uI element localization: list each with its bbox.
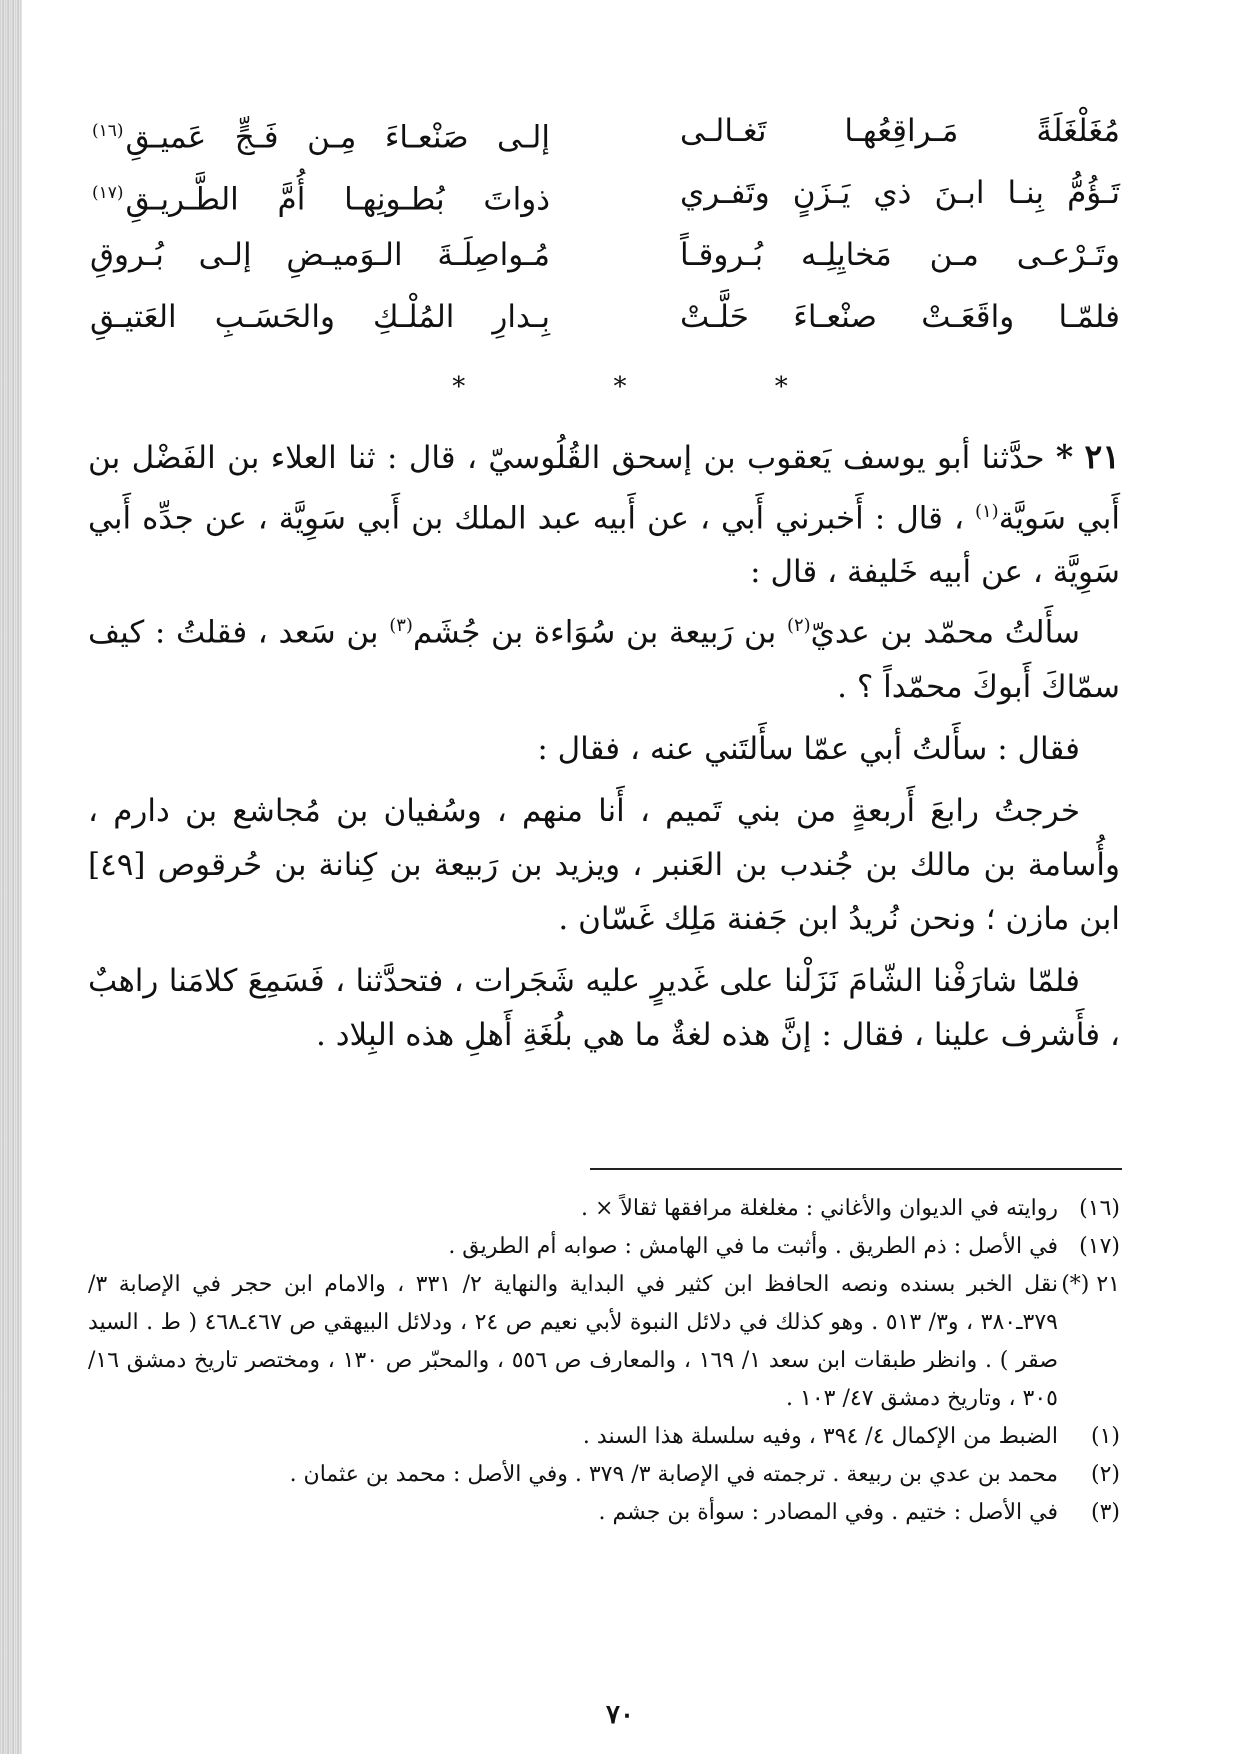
page-number: ٧٠ [606,1700,634,1730]
footnote [88,1266,1120,1418]
footnotes [88,1190,1120,1532]
footnote-text: في الأصل : ختيم . وفي المصادر : سوأة بن جشم . [598,1500,1058,1525]
footnote-text: الضبط من الإكمال ٤/ ٣٩٤ ، وفيه سلسلة هذا السند . [582,1424,1058,1449]
footnote-ref: (٢) [786,615,811,637]
footnote-number: (٣) [1090,1500,1120,1525]
footnote-number: (١) [1090,1424,1120,1449]
verse-first-hemistich: مُغَلْغَلَةً مَـراقِعُهـا تَغـالـى [680,113,1120,149]
poem-verse [90,286,1120,348]
footnote-divider [590,1168,1122,1170]
footnote-number: ٢١ (*) [1061,1272,1120,1297]
verse-first-hemistich: فلمّـا واقَعَـتْ صنْعـاءَ حَلَّـتْ [680,299,1120,335]
poem [90,100,1120,348]
footnote-ref: (٣) [389,615,413,637]
footnote [88,1418,1120,1456]
footnote [88,1456,1120,1494]
verse-note-ref: (١٧) [92,183,124,203]
hadith-number: ٢١ [1084,437,1120,476]
section-separator-stars: * * * [452,372,858,402]
footnote [88,1190,1120,1228]
footnote-text: نقل الخبر بسنده ونصه الحافظ ابن كثير في البداية والنهاية ٢/ ٣٣١ ، والامام ابن حجر في الإصابة ٣/ ٣٧٩ـ٣٨٠ ، و٣/ ٥١٣ . وهو كذلك في دلائل النبوة لأبي نعيم ص ٢٤ ، ودلائل البيهقي ص ٤٦٧ـ٤٦٨ ( ط . السيد صقر ) . وانظر طبقات ابن سعد ١/ ١٦٩ ، والمعارف ص ٥٥٦ ، والمحبّر ص ١٣٠ ، ومختصر تاريخ دمشق ١٦/ ٣٠٥ ، وتاريخ دمشق ٤٧/ ١٠٣ . [88,1272,1058,1411]
hadith-paragraph: خرجتُ رابعَ أَربعةٍ من بني تَميم ، أَنا منهم ، وسُفيان بن مُجاشع بن دارم ، وأُسامة بن مالك بن جُندب بن العَنبر ، ويزيد بن رَبيعة بن كِنانة بن حُرقوص [٤٩] ابن مازن ؛ ونحن نُريدُ ابن جَفنة مَلِك غَسّان . [88,792,1120,937]
footnote-number: (١٦) [1079,1196,1120,1221]
verse-note-ref: (١٦) [92,121,124,141]
poem-verse [90,100,1120,162]
footnote-text: في الأصل : ذم الطريق . وأثبت ما في الهامش : صوابه أم الطريق . [448,1234,1058,1259]
footnote-text: محمد بن عدي بن ربيعة . ترجمته في الإصابة ٣/ ٣٧٩ . وفي الأصل : محمد بن عثمان . [289,1462,1058,1487]
hadith-paragraph: فقال : سأَلتُ أبي عمّا سأَلتَني عنه ، فقال : [537,730,1080,767]
footnote-ref: (١) [974,501,999,522]
footnote [88,1494,1120,1532]
asterisk-marker: * [1055,437,1074,476]
verse-second-hemistich: مُـواصِلَـةَ الـوَميـضِ إلـى بُـروقِ [90,237,550,273]
poem-verse [90,162,1120,224]
verse-second-hemistich: بِـدارِ المُلْـكِ والحَسَـبِ العَتيـقِ [90,299,550,335]
hadith-paragraph: فلمّا شارَفْنا الشّامَ نَزَلْنا على غَديرٍ عليه شَجَرات ، فتحدَّثنا ، فَسَمِعَ كلامَنا راهبٌ ، فأَشرف علينا ، فقال : إنَّ هذه لغةٌ ما هي بلُغَةِ أَهلِ هذه البِلاد . [88,962,1120,1053]
verse-second-hemistich: ذواتَ بُطـونِهـا أُمَّ الطَّـريـقِ$^{(١٧)}$ [92,181,550,218]
hadith-paragraph-isnad: ٢١ * حدَّثنا أبو يوسف يَعقوب بن إسحق القُلُوسيّ ، قال : ثنا العلاء بن الفَضْل بن أَبي سَويَّة$^{(١)}$ ، قال : أَخبرني أَبي ، عن أَبيه عبد الملك بن أَبي سَوِيَّة ، عن جدِّه أَبي سَوِيَّة ، عن أبيه خَليفة ، قال : [88,437,1121,591]
hadith-paragraph: سأَلتُ محمّد بن عديّ$^{(٢)}$ بن رَبيعة بن سُوَاءة بن جُشَم$^{(٣)}$ بن سَعد ، فقلتُ : كيف سمّاكَ أَبوكَ محمّداً ؟ . [88,614,1120,705]
poem-verse [90,224,1120,286]
verse-second-hemistich: إلـى صَنْعـاءَ مِـن فَـجٍّ عَميـقِ$^{(١٦)}$ [92,119,550,156]
footnote [88,1228,1120,1266]
footnote-number: (١٧) [1079,1234,1120,1259]
verse-first-hemistich: تَـؤُمُّ بِنـا ابـنَ ذي يَـزَنٍ وتَفـري [680,175,1120,211]
hadith-text [88,430,1120,1062]
verse-first-hemistich: وتَـرْعـى مـن مَخايِلِـه بُـروقـاً [680,237,1120,273]
footnote-number: (٢) [1090,1462,1120,1487]
footnote-text: روايته في الديوان والأغاني : مغلغلة مرافقها ثقالاً × . [580,1196,1058,1221]
